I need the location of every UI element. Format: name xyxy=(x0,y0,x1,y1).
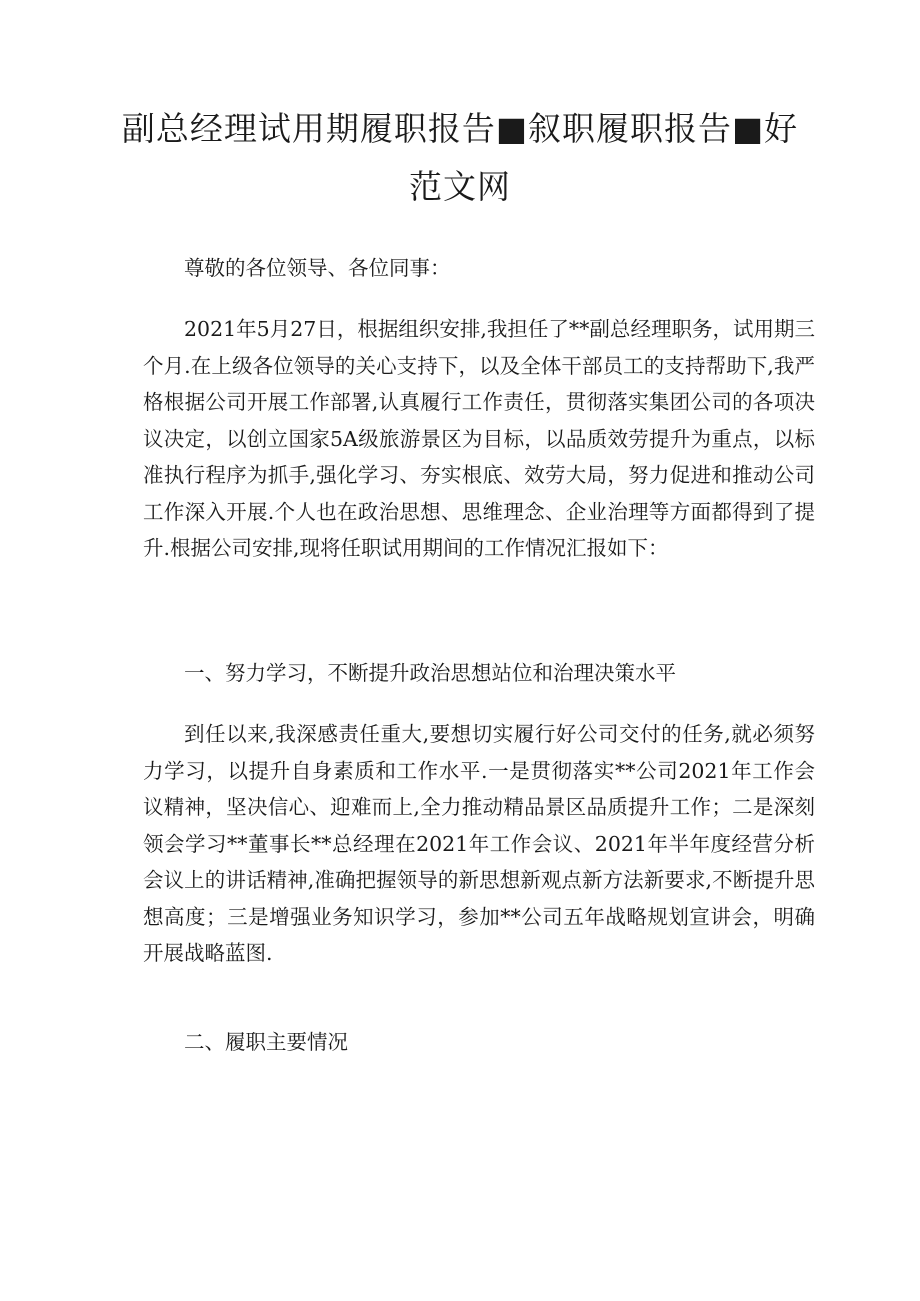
document-title-line-2: 范文网 xyxy=(409,167,511,206)
document-title-line-1: 副总经理试用期履职报告■叙职履职报告■好 xyxy=(121,109,799,148)
greeting: 尊敬的各位领导、各位同事： xyxy=(184,256,451,280)
paragraph-intro: 2021年5月27日，根据组织安排,我担任了**副总经理职务，试用期三个月.在上级各位领导的关心支持下，以及全体干部员工的支持帮助下,我严格根据公司开展工作部署,认真履行工作责任，贯彻落实集团公司的各项决议决定，以创立国家5A级旅游景区为目标，以品质效劳提升为重点，以标准执行程序为抓手,强化学习、夯实根底、效劳大局，努力促进和推动公司工作深入开展.个人也在政治思想、思维理念、企业治理等方面都得到了提升.根据公司安排,现将任职试用期间的工作情况汇报如下： xyxy=(143,317,815,560)
section-heading-1: 一、努力学习，不断提升政治思想站位和治理决策水平 xyxy=(184,661,676,685)
section-heading-2: 二、履职主要情况 xyxy=(184,1030,348,1054)
paragraph-study: 到任以来,我深感责任重大,要想切实履行好公司交付的任务,就必须努力学习，以提升自身素质和工作水平.一是贯彻落实**公司2021年工作会议精神，坚决信心、迎难而上,全力推动精品景区品质提升工作；二是深刻领会学习**董事长**总经理在2021年工作会议、2021年半年度经营分析会议上的讲话精神,准确把握领导的新思想新观点新方法新要求,不断提升思想高度；三是增强业务知识学习，参加**公司五年战略规划宣讲会，明确开展战略蓝图. xyxy=(143,722,815,965)
